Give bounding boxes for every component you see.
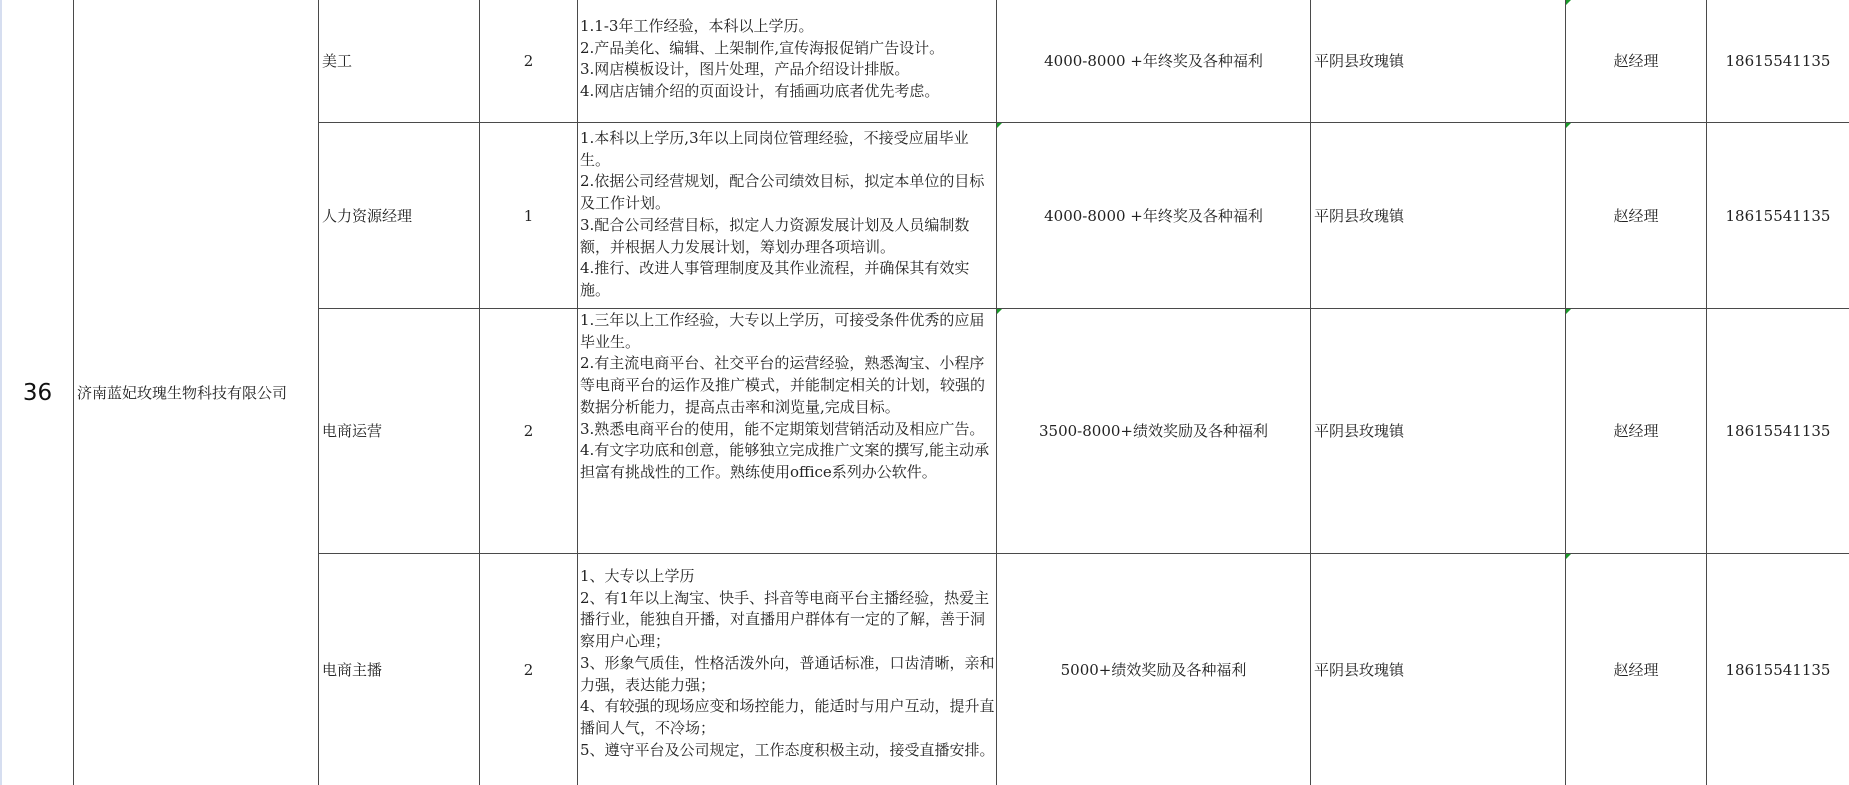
- requirements-cell: [578, 123, 996, 308]
- headcount: 1: [523, 206, 534, 225]
- requirements-text: [578, 128, 996, 302]
- count-cell: [480, 0, 577, 122]
- contact-cell: [1566, 309, 1706, 553]
- requirement-line: 1.三年以上工作经验，大专以上学历，可接受条件优秀的应届毕业生。: [580, 311, 985, 351]
- requirements-cell: [578, 309, 996, 553]
- salary: 5000+绩效奖励及各种福利: [1060, 660, 1247, 679]
- contact-phone: 18615541135: [1725, 52, 1831, 70]
- company-index: 36: [22, 379, 53, 406]
- requirement-line: 2.产品美化、编辑、上架制作,宣传海报促销广告设计。: [580, 38, 945, 57]
- salary-cell: [997, 0, 1310, 122]
- company-index-cell: [2, 0, 73, 785]
- phone-cell: [1707, 0, 1849, 122]
- work-location: 平阴县玫瑰镇: [1314, 422, 1405, 440]
- work-location: 平阴县玫瑰镇: [1314, 660, 1405, 679]
- position-cell: [319, 0, 479, 122]
- requirements-text: [578, 566, 996, 761]
- contact-phone: 18615541135: [1725, 660, 1831, 679]
- company-name: 济南蓝妃玫瑰生物科技有限公司: [77, 383, 288, 402]
- position-cell: [319, 123, 479, 308]
- contact-cell: [1566, 0, 1706, 122]
- position-name: 美工: [322, 52, 353, 70]
- contact-person: 赵经理: [1613, 660, 1659, 679]
- phone-cell: [1707, 309, 1849, 553]
- contact-phone: 18615541135: [1725, 206, 1831, 225]
- requirement-line: 4.网店店铺介绍的页面设计，有插画功底者优先考虑。: [580, 82, 940, 101]
- requirement-line: 3.网店模板设计，图片处理，产品介绍设计排版。: [580, 60, 910, 79]
- requirements-text: [578, 16, 996, 103]
- requirements-text: [578, 310, 996, 484]
- position-cell: [319, 554, 479, 785]
- position-name: 人力资源经理: [322, 206, 413, 225]
- position-name: 电商运营: [322, 422, 383, 440]
- position-cell: [319, 309, 479, 553]
- company-name-cell: [74, 0, 318, 785]
- headcount: 2: [523, 660, 534, 679]
- location-cell: [1311, 0, 1565, 122]
- salary-cell: [997, 309, 1310, 553]
- salary: 4000-8000 +年终奖及各种福利: [1044, 206, 1263, 225]
- requirement-line: 4、有较强的现场应变和场控能力，能适时与用户互动，提升直播间人气，不冷场；: [580, 697, 995, 737]
- headcount: 2: [523, 52, 534, 70]
- requirement-line: 3、形象气质佳，性格活泼外向，普通话标准，口齿清晰，亲和力强，表达能力强；: [580, 653, 995, 694]
- work-location: 平阴县玫瑰镇: [1314, 52, 1405, 70]
- contact-person: 赵经理: [1613, 422, 1659, 440]
- salary-cell: [997, 554, 1310, 785]
- requirement-line: 1.本科以上学历,3年以上同岗位管理经验，不接受应届毕业生。: [580, 129, 969, 169]
- requirement-line: 3.熟悉电商平台的使用，能不定期策划营销活动及相应广告。: [580, 419, 985, 438]
- requirement-line: 5、遵守平台及公司规定，工作态度积极主动，接受直播安排。: [580, 740, 995, 759]
- location-cell: [1311, 309, 1565, 553]
- requirement-line: 2.有主流电商平台、社交平台的运营经验，熟悉淘宝、小程序等电商平台的运作及推广模式，并能制定相关的计划，较强的数据分析能力，提高点击率和浏览量,完成目标。: [580, 354, 986, 416]
- requirement-line: 2.依据公司经营规划，配合公司绩效目标，拟定本单位的目标及工作计划。: [580, 172, 985, 213]
- salary: 3500-8000+绩效奖励及各种福利: [1039, 422, 1268, 440]
- headcount: 2: [523, 422, 534, 440]
- phone-cell: [1707, 123, 1849, 308]
- requirement-line: 2、有1年以上淘宝、快手、抖音等电商平台主播经验，热爱主播行业，能独自开播，对直播用户群体有一定的了解，善于洞察用户心理；: [580, 588, 990, 651]
- requirements-cell: [578, 554, 996, 785]
- salary: 4000-8000 +年终奖及各种福利: [1044, 52, 1263, 70]
- count-cell: [480, 554, 577, 785]
- contact-cell: [1566, 554, 1706, 785]
- contact-person: 赵经理: [1613, 206, 1659, 225]
- contact-cell: [1566, 123, 1706, 308]
- contact-person: 赵经理: [1613, 52, 1659, 70]
- contact-phone: 18615541135: [1725, 422, 1831, 440]
- count-cell: [480, 309, 577, 553]
- location-cell: [1311, 554, 1565, 785]
- requirement-line: 3.配合公司经营目标，拟定人力资源发展计划及人员编制数额，并根据人力发展计划，筹划办理各项培训。: [580, 215, 970, 256]
- requirement-line: 1.1-3年工作经验，本科以上学历。: [580, 17, 814, 35]
- count-cell: [480, 123, 577, 308]
- location-cell: [1311, 123, 1565, 308]
- work-location: 平阴县玫瑰镇: [1314, 206, 1405, 225]
- phone-cell: [1707, 554, 1849, 785]
- salary-cell: [997, 123, 1310, 308]
- requirements-cell: [578, 0, 996, 122]
- requirement-line: 4.有文字功底和创意，能够独立完成推广文案的撰写,能主动承担富有挑战性的工作。熟练使用office系列办公软件。: [580, 441, 990, 481]
- position-name: 电商主播: [322, 660, 383, 679]
- requirement-line: 4.推行、改进人事管理制度及其作业流程，并确保其有效实施。: [580, 259, 970, 299]
- requirement-line: 1、大专以上学历: [580, 567, 695, 585]
